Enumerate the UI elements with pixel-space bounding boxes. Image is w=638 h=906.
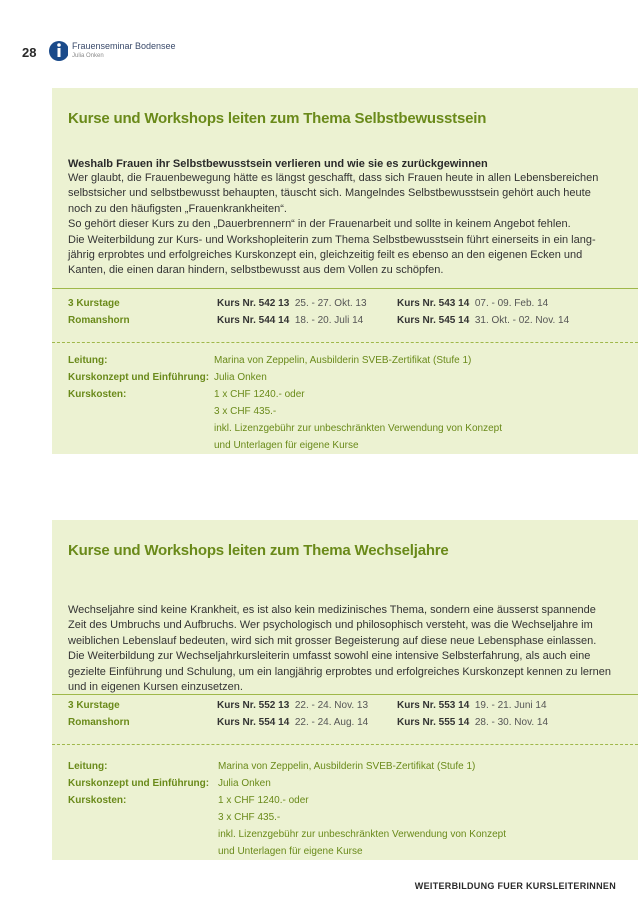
description-line: weiblichen Lebenslauf bedeuten, wird sich mit grosser Begeisterung auf diese neue Lebensphase einlassen.	[68, 634, 597, 647]
details-labels	[68, 758, 209, 809]
description-line: So gehört dieser Kurs zu den „Dauerbrennern“ in der Frauenarbeit und sollte in keinem Angebot fehlen.	[68, 218, 571, 231]
kosten-label: Kurskosten:	[68, 389, 127, 400]
description-line: Die Weiterbildung zur Wechseljahrkursleiterin umfasst sowohl eine intensive Selbsterfahrung, als auch eine	[68, 650, 591, 663]
divider	[52, 744, 638, 745]
footer-label: WEITERBILDUNG FUER KURSLEITERINNEN	[414, 881, 616, 891]
kosten-value: 3 x CHF 435.-	[218, 812, 281, 823]
description-line: Wechseljahre sind keine Krankheit, es ist also kein medizinisches Thema, sondern eine äusserst spannende	[68, 604, 596, 616]
description-line: Zeit des Umbruchs und Aufbruchs. Wer psychologisch und philosophisch versteht, was die Wechseljahre im	[68, 619, 593, 632]
schedule-column-1	[217, 295, 367, 329]
section-title: Kurse und Workshops leiten zum Thema Wechseljahre	[68, 542, 449, 559]
kosten-value: und Unterlagen für eigene Kurse	[214, 440, 359, 451]
section-description	[68, 171, 614, 279]
course-panel-selbstbewusstsein	[52, 88, 638, 454]
schedule-column-1	[217, 697, 368, 731]
schedule-meta	[68, 295, 130, 329]
konzept-label: Kurskonzept und Einführung:	[68, 778, 210, 789]
leitung-value: Marina von Zeppelin, Ausbilderin SVEB-Zertifikat (Stufe 1)	[218, 761, 476, 772]
description-line: jährig erprobtes und erfolgreiches Kurskonzept ein, gleichzeitig feilt es ebenso an den eigenen Ecken und	[68, 249, 583, 262]
konzept-value: Julia Onken	[214, 372, 267, 383]
course-entry: Kurs Nr. 554 14 22. - 24. Aug. 14	[217, 717, 369, 728]
divider	[52, 288, 638, 289]
schedule-column-2	[397, 295, 569, 329]
schedule-column-2	[397, 697, 548, 731]
description-line: Wer glaubt, die Frauenbewegung hätte es längst geschafft, dass sich Frauen heute in allen Lebensbereichen	[68, 172, 599, 184]
konzept-value: Julia Onken	[218, 778, 271, 789]
kosten-value: 3 x CHF 435.-	[214, 406, 277, 417]
logo-mark-icon	[48, 40, 68, 62]
course-entry: Kurs Nr. 553 14 19. - 21. Juni 14	[397, 700, 547, 711]
section-description	[68, 603, 614, 695]
course-entry: Kurs Nr. 555 14 28. - 30. Nov. 14	[397, 717, 549, 728]
course-entry: Kurs Nr. 544 14 18. - 20. Juli 14	[217, 315, 364, 326]
details-values	[218, 758, 506, 860]
kurstage-label: 3 Kurstage	[68, 700, 120, 711]
divider	[52, 694, 638, 695]
kosten-value: 1 x CHF 1240.- oder	[218, 795, 309, 806]
details-labels	[68, 352, 209, 403]
description-line: noch zu den häufigsten „Frauenkrankheiten“.	[68, 202, 287, 215]
ort-label: Romanshorn	[68, 717, 130, 728]
ort-label: Romanshorn	[68, 315, 130, 326]
course-entry: Kurs Nr. 545 14 31. Okt. - 02. Nov. 14	[397, 315, 570, 326]
divider	[52, 342, 638, 343]
description-line: und in eigenen Kursen einzusetzen.	[68, 681, 243, 694]
description-line: gezielte Einführung und Schulung, um ein langjährig erprobtes und erfolgreiches Kurskonzept kennen zu lernen	[68, 665, 612, 678]
logo	[48, 40, 176, 66]
kosten-value: inkl. Lizenzgebühr zur unbeschränkten Verwendung von Konzept	[218, 829, 506, 840]
section-title: Kurse und Workshops leiten zum Thema Selbstbewusstsein	[68, 110, 487, 127]
kurstage-label: 3 Kurstage	[68, 298, 120, 309]
schedule-meta	[68, 697, 130, 731]
logo-subtitle: Julia Onken	[72, 53, 104, 59]
kosten-value: und Unterlagen für eigene Kurse	[218, 846, 363, 857]
description-line: selbstsicher und selbstbewusst behaupten, täuscht sich. Mangelndes Selbstbewusstsein gehört auch heute	[68, 187, 591, 200]
course-entry: Kurs Nr. 542 13 25. - 27. Okt. 13	[217, 298, 367, 309]
description-line: Kanten, die einen daran hindern, selbstbewusst aus dem Vollen zu schöpfen.	[68, 264, 444, 277]
description-line: Die Weiterbildung zur Kurs- und Workshopleiterin zum Thema Selbstbewusstsein führt einerseits in ein lang-	[68, 233, 596, 246]
kosten-value: inkl. Lizenzgebühr zur unbeschränkten Verwendung von Konzept	[214, 423, 502, 434]
kosten-label: Kurskosten:	[68, 795, 127, 806]
leitung-label: Leitung:	[68, 355, 108, 366]
course-entry: Kurs Nr. 543 14 07. - 09. Feb. 14	[397, 298, 549, 309]
details-values	[214, 352, 502, 454]
konzept-label: Kurskonzept und Einführung:	[68, 372, 210, 383]
leitung-value: Marina von Zeppelin, Ausbilderin SVEB-Zertifikat (Stufe 1)	[214, 355, 472, 366]
course-entry: Kurs Nr. 552 13 22. - 24. Nov. 13	[217, 700, 369, 711]
page-number: 28	[22, 45, 37, 60]
section-subheading: Weshalb Frauen ihr Selbstbewusstsein verlieren und wie sie es zurückgewinnen	[68, 158, 488, 170]
kosten-value: 1 x CHF 1240.- oder	[214, 389, 305, 400]
leitung-label: Leitung:	[68, 761, 108, 772]
course-panel-wechseljahre	[52, 520, 638, 860]
logo-name: Frauenseminar Bodensee	[72, 41, 176, 51]
